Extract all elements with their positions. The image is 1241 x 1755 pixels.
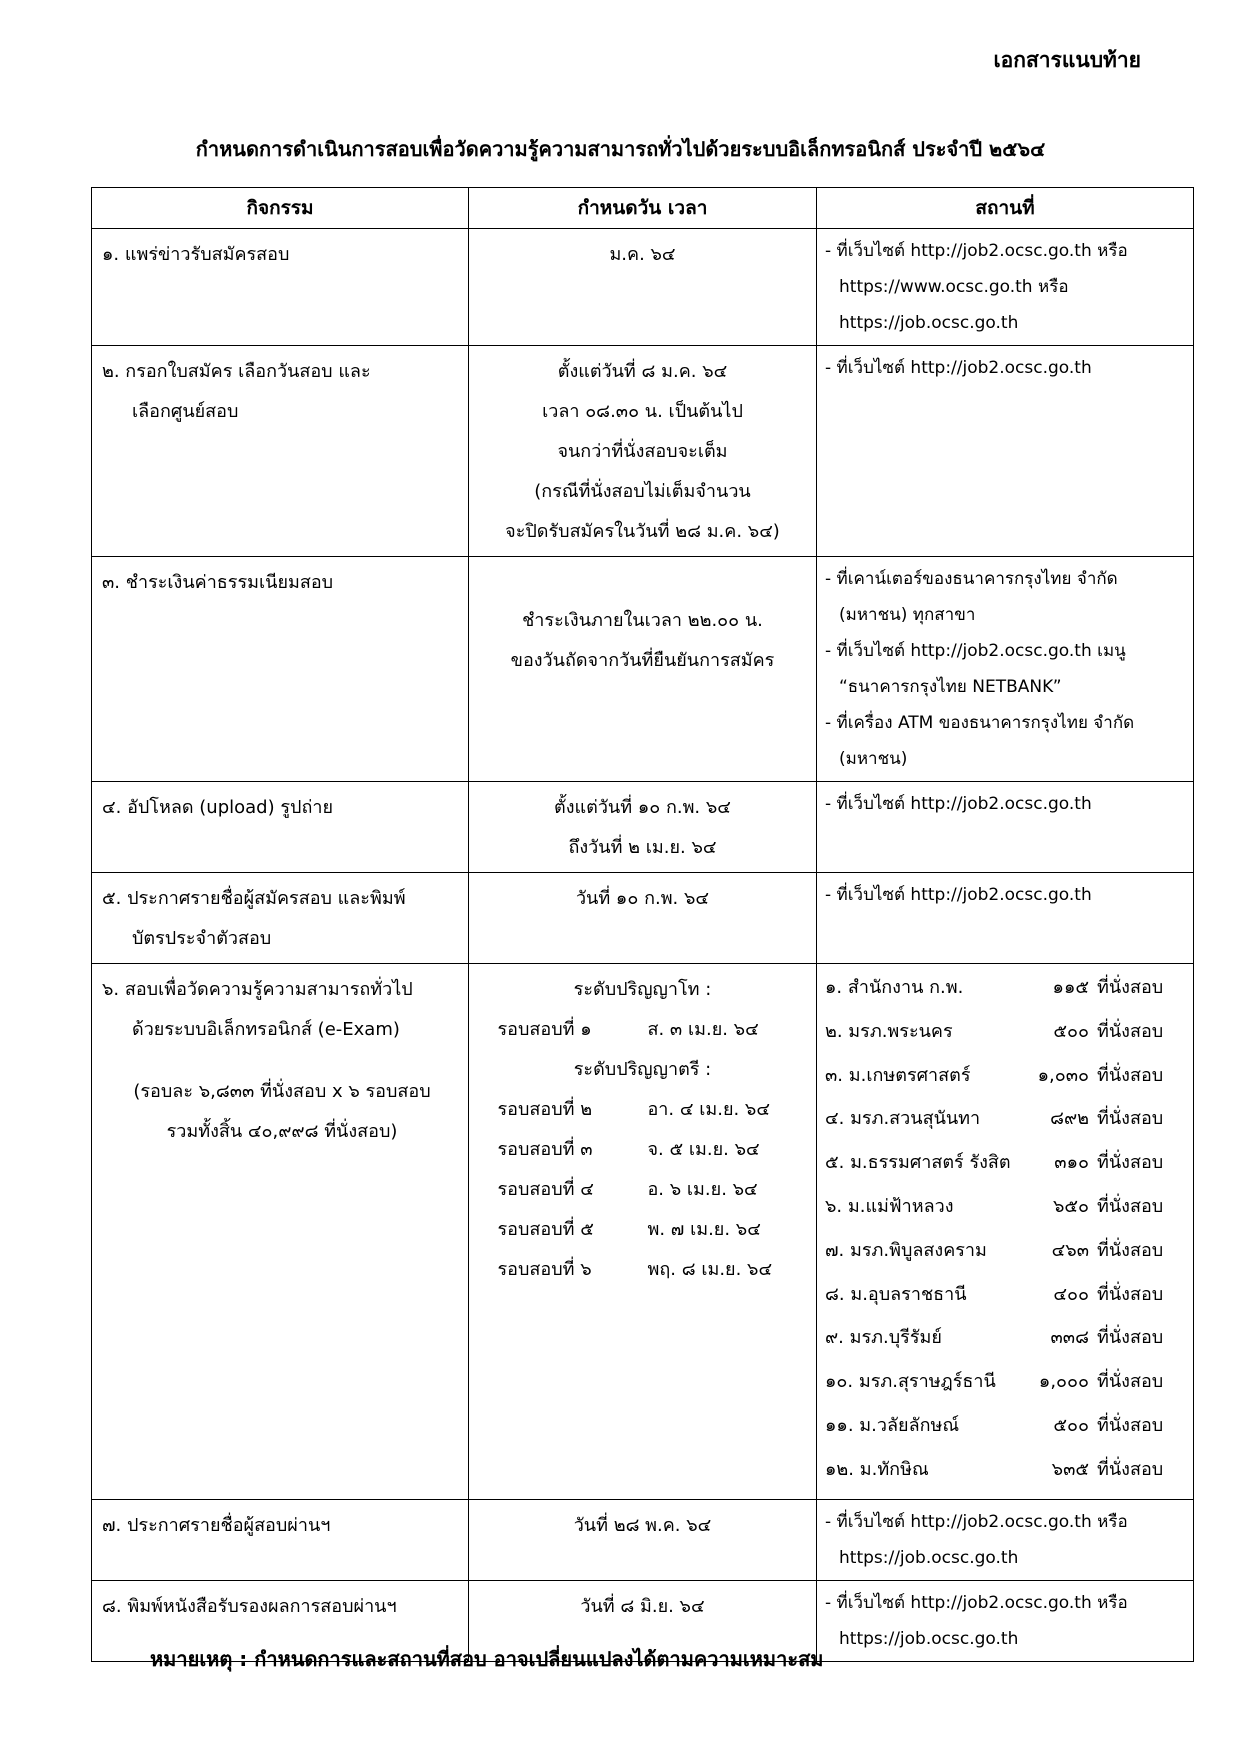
location-line: (มหาชน) — [839, 749, 908, 769]
table-row — [92, 873, 1194, 964]
location-cell — [817, 557, 1194, 782]
venue-seats: ๑,๐๓๐ — [1037, 1064, 1089, 1086]
exam-session — [475, 1090, 810, 1130]
table-row — [92, 557, 1194, 782]
datetime-line: จนกว่าที่นั่งสอบจะเต็ม — [557, 441, 728, 462]
activity-cell — [92, 964, 469, 1500]
venue-seat-unit: ที่นั่งสอบ — [1097, 1152, 1164, 1174]
session-date: จ. ๕ เม.ย. ๖๔ — [647, 1139, 760, 1160]
session-label: รอบสอบที่ ๕ — [497, 1219, 594, 1240]
location-cell — [817, 346, 1194, 557]
venue-seats: ๕๐๐ — [1053, 1020, 1089, 1042]
activity-line: ๑. แพร่ข่าวรับสมัครสอบ — [102, 244, 290, 265]
session-label: รอบสอบที่ ๓ — [497, 1139, 593, 1160]
venue-seat-unit: ที่นั่งสอบ — [1097, 1327, 1164, 1349]
venue-item — [825, 1360, 1187, 1404]
table-row — [92, 346, 1194, 557]
datetime-cell — [469, 782, 817, 873]
venue-name: ๕. ม.ธรรมศาสตร์ รังสิต — [825, 1152, 1011, 1174]
venue-item — [825, 1010, 1187, 1054]
session-date: พฤ. ๘ เม.ย. ๖๔ — [647, 1259, 773, 1280]
datetime-line: ชำระเงินภายในเวลา ๒๒.๐๐ น. — [522, 610, 763, 631]
activity-line: ด้วยระบบอิเล็กทรอนิกส์ (e-Exam) — [132, 1019, 400, 1040]
table-row — [92, 1500, 1194, 1581]
venue-name: ๑๒. ม.ทักษิณ — [825, 1458, 929, 1480]
datetime-cell — [469, 964, 817, 1500]
datetime-line: วันที่ ๒๘ พ.ค. ๖๔ — [573, 1515, 712, 1536]
venue-item — [825, 1185, 1187, 1229]
location-line: https://www.ocsc.go.th หรือ — [839, 277, 1069, 297]
venue-name: ๘. ม.อุบลราชธานี — [825, 1283, 967, 1305]
location-line: https://job.ocsc.go.th — [839, 1629, 1019, 1649]
venue-seats: ๑,๐๐๐ — [1038, 1371, 1089, 1393]
venue-seats: ๓๓๘ — [1050, 1327, 1089, 1349]
venue-item — [825, 1316, 1187, 1360]
location-cell — [817, 229, 1194, 346]
session-date: พ. ๗ เม.ย. ๖๔ — [647, 1219, 761, 1240]
session-label: รอบสอบที่ ๔ — [497, 1179, 594, 1200]
datetime-cell — [469, 346, 817, 557]
venue-item — [825, 1229, 1187, 1273]
table-row — [92, 782, 1194, 873]
venue-seat-unit: ที่นั่งสอบ — [1097, 1020, 1164, 1042]
datetime-cell — [469, 1500, 817, 1581]
datetime-line: จะปิดรับสมัครในวันที่ ๒๘ ม.ค. ๖๔) — [505, 521, 780, 542]
location-cell — [817, 782, 1194, 873]
venue-item — [825, 1448, 1187, 1492]
datetime-line: ของวันถัดจากวันที่ยืนยันการสมัคร — [510, 650, 775, 671]
venue-name: ๒. มรภ.พระนคร — [825, 1020, 953, 1042]
location-cell — [817, 964, 1194, 1500]
activity-line: ๖. สอบเพื่อวัดความรู้ความสามารถทั่วไป — [102, 979, 413, 1000]
location-line: - ที่เว็บไซต์ http://job2.ocsc.go.th หรือ — [825, 1593, 1128, 1613]
session-label: รอบสอบที่ ๒ — [497, 1099, 593, 1120]
activity-line: ๒. กรอกใบสมัคร เลือกวันสอบ และ — [102, 361, 371, 382]
activity-line: ๗. ประกาศรายชื่อผู้สอบผ่านฯ — [102, 1515, 331, 1536]
activity-cell — [92, 229, 469, 346]
session-date: อา. ๔ เม.ย. ๖๔ — [647, 1099, 770, 1120]
venue-item — [825, 966, 1187, 1010]
exam-session — [475, 1130, 810, 1170]
venue-seat-unit: ที่นั่งสอบ — [1097, 1239, 1164, 1261]
location-line: “ธนาคารกรุงไทย NETBANK” — [839, 677, 1062, 697]
datetime-line: ม.ค. ๖๔ — [609, 244, 676, 265]
activity-line: ๘. พิมพ์หนังสือรับรองผลการสอบผ่านฯ — [102, 1596, 397, 1617]
datetime-cell — [469, 229, 817, 346]
document-title: กำหนดการดำเนินการสอบเพื่อวัดความรู้ความสามารถทั่วไปด้วยระบบอิเล็กทรอนิกส์ ประจำปี ๒๕๖๔ — [195, 137, 1046, 161]
activity-line: ๕. ประกาศรายชื่อผู้สมัครสอบ และพิมพ์ — [102, 888, 406, 909]
datetime-line: ตั้งแต่วันที่ ๘ ม.ค. ๖๔ — [557, 361, 728, 382]
datetime-line: วันที่ ๑๐ ก.พ. ๖๔ — [575, 888, 710, 909]
venue-name: ๙. มรภ.บุรีรัมย์ — [825, 1327, 942, 1349]
bachelor-level-label: ระดับปริญญาตรี : — [573, 1059, 712, 1080]
venue-seat-unit: ที่นั่งสอบ — [1097, 1458, 1164, 1480]
exam-session — [475, 1250, 810, 1290]
venue-seats: ๘๙๒ — [1050, 1108, 1089, 1130]
venue-seat-unit: ที่นั่งสอบ — [1097, 1371, 1164, 1393]
footer-note: หมายเหตุ : กำหนดการและสถานที่สอบ อาจเปลี่ยนแปลงได้ตามความเหมาะสม — [150, 1647, 824, 1671]
location-line: https://job.ocsc.go.th — [839, 313, 1019, 333]
venue-item — [825, 1273, 1187, 1317]
venue-seat-unit: ที่นั่งสอบ — [1097, 977, 1164, 998]
location-line: - ที่เครื่อง ATM ของธนาคารกรุงไทย จำกัด — [825, 713, 1135, 733]
venue-name: ๔. มรภ.สวนสุนันทา — [825, 1108, 981, 1130]
venue-name: ๑๑. ม.วลัยลักษณ์ — [825, 1414, 960, 1436]
venue-seats: ๓๑๐ — [1054, 1152, 1089, 1174]
session-label: รอบสอบที่ ๖ — [497, 1259, 592, 1280]
activity-line: เลือกศูนย์สอบ — [132, 401, 239, 422]
venue-name: ๑๐. มรภ.สุราษฎร์ธานี — [825, 1371, 996, 1393]
venue-item — [825, 1097, 1187, 1141]
attachment-label: เอกสารแนบท้าย — [993, 48, 1141, 72]
venue-seat-unit: ที่นั่งสอบ — [1097, 1283, 1164, 1305]
activity-note-line: รวมทั้งสิ้น ๔๐,๙๙๘ ที่นั่งสอบ) — [166, 1121, 398, 1142]
exam-session — [475, 1170, 810, 1210]
table-row — [92, 964, 1194, 1500]
datetime-cell — [469, 873, 817, 964]
datetime-line: (กรณีที่นั่งสอบไม่เต็มจำนวน — [534, 481, 751, 502]
activity-cell — [92, 1500, 469, 1581]
master-level-label: ระดับปริญญาโท : — [573, 979, 712, 1000]
activity-cell — [92, 873, 469, 964]
exam-session — [475, 1210, 810, 1250]
column-header-activity: กิจกรรม — [92, 188, 469, 229]
location-cell — [817, 873, 1194, 964]
column-header-location: สถานที่ — [817, 188, 1194, 229]
venue-seat-unit: ที่นั่งสอบ — [1097, 1414, 1164, 1436]
location-cell — [817, 1500, 1194, 1581]
location-line: - ที่เว็บไซต์ http://job2.ocsc.go.th — [825, 358, 1092, 378]
location-line: - ที่เว็บไซต์ http://job2.ocsc.go.th หรือ — [825, 241, 1128, 261]
venue-name: ๑. สำนักงาน ก.พ. — [825, 977, 964, 998]
location-cell — [817, 1581, 1194, 1662]
location-line: - ที่เคาน์เตอร์ของธนาคารกรุงไทย จำกัด — [825, 569, 1118, 589]
location-line: - ที่เว็บไซต์ http://job2.ocsc.go.th หรือ — [825, 1512, 1128, 1532]
column-header-datetime: กำหนดวัน เวลา — [469, 188, 817, 229]
datetime-line: วันที่ ๘ มิ.ย. ๖๔ — [580, 1596, 705, 1617]
venue-name: ๖. ม.แม่ฟ้าหลวง — [825, 1195, 954, 1217]
location-line: (มหาชน) ทุกสาขา — [839, 605, 976, 625]
table-row — [92, 229, 1194, 346]
venue-seats: ๑๑๕ — [1052, 977, 1089, 998]
venue-seats: ๔๐๐ — [1053, 1283, 1089, 1305]
location-line: - ที่เว็บไซต์ http://job2.ocsc.go.th เมนู — [825, 641, 1126, 661]
schedule-table — [91, 187, 1194, 1662]
venue-seat-unit: ที่นั่งสอบ — [1097, 1195, 1164, 1217]
datetime-cell — [469, 557, 817, 782]
venue-name: ๓. ม.เกษตรศาสตร์ — [825, 1064, 971, 1086]
activity-cell — [92, 346, 469, 557]
venue-seats: ๖๓๕ — [1051, 1458, 1089, 1480]
venue-seats: ๖๕๐ — [1052, 1195, 1089, 1217]
datetime-line: เวลา ๐๘.๓๐ น. เป็นต้นไป — [542, 401, 743, 422]
venue-seat-unit: ที่นั่งสอบ — [1097, 1064, 1164, 1086]
session-label: รอบสอบที่ ๑ — [497, 1019, 592, 1040]
session-date: ส. ๓ เม.ย. ๖๔ — [647, 1019, 759, 1040]
venue-name: ๗. มรภ.พิบูลสงคราม — [825, 1239, 987, 1261]
table-header-row — [92, 188, 1194, 229]
session-date: อ. ๖ เม.ย. ๖๔ — [647, 1179, 758, 1200]
venue-seats: ๕๐๐ — [1053, 1414, 1089, 1436]
venue-seats: ๔๖๓ — [1051, 1239, 1089, 1261]
venue-item — [825, 1404, 1187, 1448]
location-line: https://job.ocsc.go.th — [839, 1548, 1019, 1568]
activity-line: บัตรประจำตัวสอบ — [132, 928, 272, 949]
activity-cell — [92, 782, 469, 873]
activity-note-line: (รอบละ ๖,๘๓๓ ที่นั่งสอบ x ๖ รอบสอบ — [133, 1081, 431, 1102]
activity-cell — [92, 557, 469, 782]
datetime-line: ถึงวันที่ ๒ เม.ย. ๖๔ — [568, 837, 717, 858]
venue-item — [825, 1141, 1187, 1185]
activity-line: ๓. ชำระเงินค่าธรรมเนียมสอบ — [102, 572, 334, 593]
activity-line: ๔. อัปโหลด (upload) รูปถ่าย — [102, 797, 333, 818]
exam-session — [475, 1010, 810, 1050]
location-line: - ที่เว็บไซต์ http://job2.ocsc.go.th — [825, 885, 1092, 905]
datetime-line: ตั้งแต่วันที่ ๑๐ ก.พ. ๖๔ — [554, 797, 731, 818]
venue-item — [825, 1054, 1187, 1098]
venue-seat-unit: ที่นั่งสอบ — [1097, 1108, 1164, 1130]
location-line: - ที่เว็บไซต์ http://job2.ocsc.go.th — [825, 794, 1092, 814]
